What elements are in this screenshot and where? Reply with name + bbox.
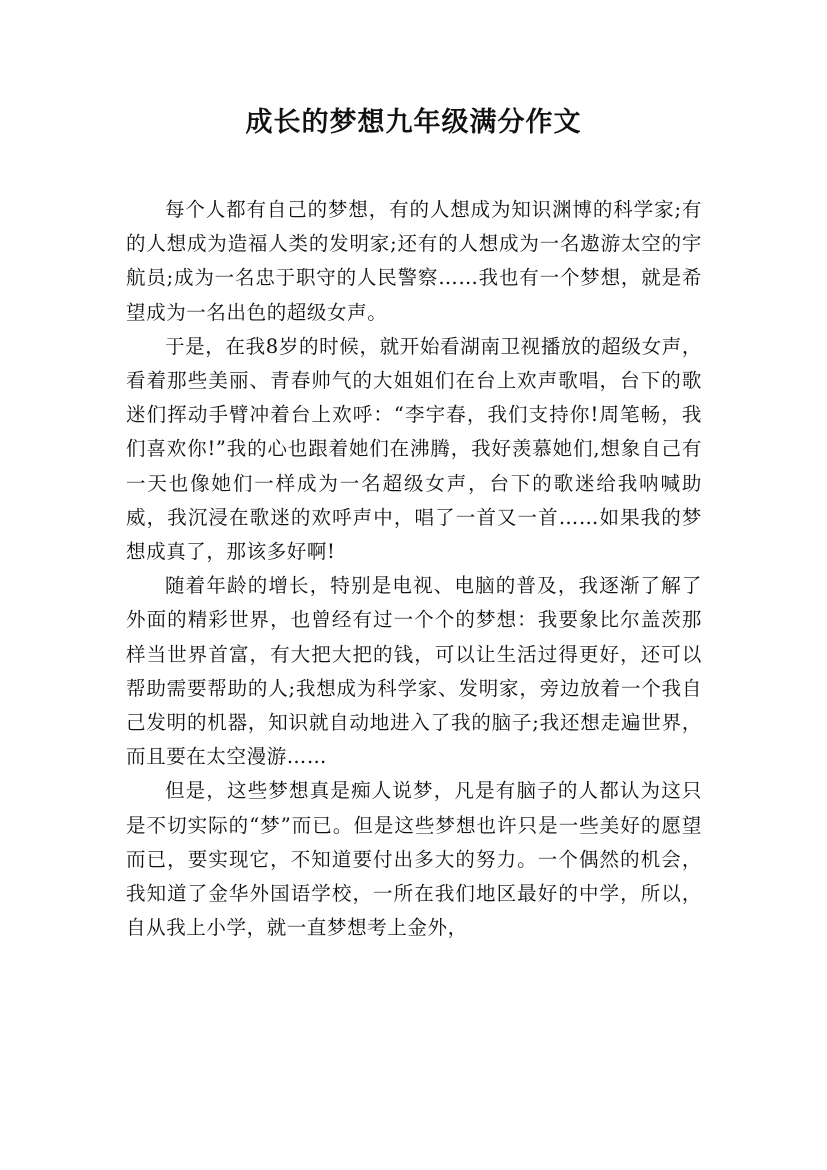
paragraph: 随着年龄的增长，特别是电视、电脑的普及，我逐渐了解了外面的精彩世界，也曾经有过一个个的梦想：我要象比尔盖茨那样当世界首富，有大把大把的钱，可以让生活过得更好，还可以帮助需要帮助的人;我想成为科学家、发明家，旁边放着一个我自己发明的机器，知识就自动地进入了我的脑子;我还想走遍世界，而且要在太空漫游…… <box>126 574 702 769</box>
paragraph: 每个人都有自己的梦想，有的人想成为知识渊博的科学家;有的人想成为造福人类的发明家;还有的人想成为一名遨游太空的宇航员;成为一名忠于职守的人民警察……我也有一个梦想，就是希望成为一名出色的超级女声。 <box>126 198 702 324</box>
document-title: 成长的梦想九年级满分作文 <box>245 107 582 138</box>
paragraph: 于是，在我8岁的时候，就开始看湖南卫视播放的超级女声，看着那些美丽、青春帅气的大姐姐们在台上欢声歌唱，台下的歌迷们挥动手臂冲着台上欢呼：“李宇春，我们支持你!周笔畅，我们喜欢你!”我的心也跟着她们在沸腾，我好羡慕她们,想象自己有一天也像她们一样成为一名超级女声，台下的歌迷给我呐喊助威，我沉浸在歌迷的欢呼声中，唱了一首又一首……如果我的梦想成真了，那该多好啊! <box>126 334 702 564</box>
paragraph: 但是，这些梦想真是痴人说梦，凡是有脑子的人都认为这只是不切实际的“梦”而已。但是这些梦想也许只是一些美好的愿望而已，要实现它，不知道要付出多大的努力。一个偶然的机会，我知道了金华外国语学校，一所在我们地区最好的中学，所以，自从我上小学，就一直梦想考上金外， <box>126 779 702 940</box>
document-body <box>126 193 702 945</box>
